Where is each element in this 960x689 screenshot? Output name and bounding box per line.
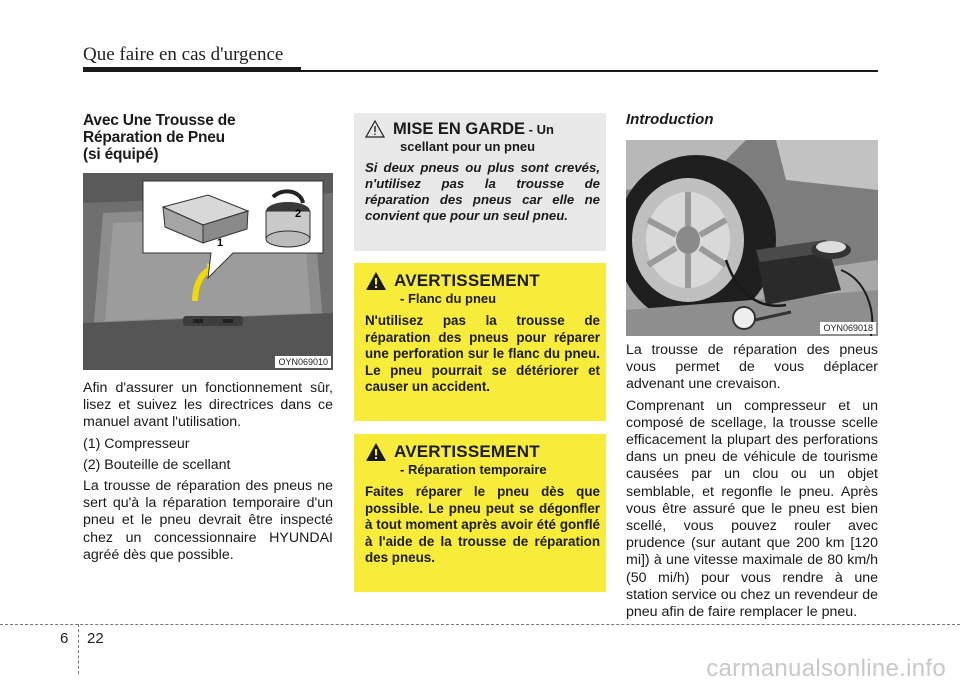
paragraph: La trousse de réparation des pneus ne sert qu'à la réparation temporaire d'un pneu et le pneu devrait être inspecté chez un concessionnaire HYUNDAI agréé dès que possible. xyxy=(83,478,333,563)
warning-title: AVERTISSEMENT xyxy=(394,271,540,290)
figure-caption: OYN069010 xyxy=(275,356,331,368)
warning-subtitle: - Flanc du pneu xyxy=(400,291,497,306)
paragraph: Afin d'assurer un fonctionnement sûr, lisez et suivez les directrices dans ce manuel avant l'utilisation. xyxy=(83,380,333,431)
section-title-line: (si équipé) xyxy=(83,146,159,163)
caution-triangle-icon xyxy=(365,120,385,138)
trunk-illustration xyxy=(83,173,333,370)
paragraph: Comprenant un compresseur et un composé de scellage, la trousse scelle efficacement la plupart des perforations dans un pneu de véhicule de tourisme causées par un clou ou un objet semblable, et regonfle le pneu. Après vous être assuré que le pneu est bien scellé, vous pouvez rouler avec prudence (sur autant que 200 km [120 mi]) à une vitesse maximale de 80 km/h (50 mi/h) pour vous rendre à une station service ou chez un revendeur de pneu afin de faire remplacer le pneu. xyxy=(626,397,878,621)
header-rule-thin xyxy=(83,70,878,72)
tire-illustration xyxy=(626,140,878,336)
warning-box-temporary xyxy=(354,434,606,592)
caution-subtitle-line2: scellant pour un pneu xyxy=(400,139,536,154)
page-number: 22 xyxy=(87,630,104,647)
paragraph: (1) Compresseur xyxy=(83,435,190,452)
warning-subtitle: - Réparation temporaire xyxy=(400,462,547,477)
warning-box-sidewall xyxy=(354,263,606,421)
section-heading xyxy=(83,112,333,163)
caution-subtitle: - Un xyxy=(525,122,554,137)
paragraph: La trousse de réparation des pneus vous permet de vous déplacer advenant une crevaison. xyxy=(626,342,878,393)
footer-rule xyxy=(0,624,960,625)
section-body xyxy=(83,380,333,568)
section-title-line: Réparation de Pneu xyxy=(83,129,225,146)
warning-body: N'utilisez pas la trousse de réparation des pneus pour réparer une perforation sur le flanc du pneu. Le pneu pourrait se détériorer et causer un accident. xyxy=(365,313,600,395)
paragraph: (2) Bouteille de scellant xyxy=(83,456,231,473)
warning-title: AVERTISSEMENT xyxy=(394,442,540,461)
introduction-title: Introduction xyxy=(626,111,714,128)
caution-box xyxy=(354,113,606,251)
warning-triangle-icon xyxy=(365,271,387,291)
warning-triangle-icon xyxy=(365,442,387,462)
figure-caption: OYN069018 xyxy=(820,322,876,334)
tire-compressor-figure xyxy=(626,140,878,336)
introduction-body xyxy=(626,342,878,625)
warning-body: Faites réparer le pneu dès que possible. Le pneu peut se dégonfler à tout moment après avoir été gonflé à l'aide de la trousse de réparation des pneus. xyxy=(365,484,600,566)
watermark: carmanualsonline.info xyxy=(706,655,946,682)
figure-label-2: 2 xyxy=(295,208,302,220)
footer-divider xyxy=(78,624,79,674)
chapter-number: 6 xyxy=(60,630,69,647)
caution-body: Si deux pneus ou plus sont crevés, n'utilisez pas la trousse de réparation des pneus car elle ne convient que pour un seul pneu. xyxy=(365,160,600,223)
page-header-title: Que faire en cas d'urgence xyxy=(83,44,284,65)
caution-title: MISE EN GARDE xyxy=(393,120,526,138)
section-title-line: Avec Une Trousse de xyxy=(83,112,236,129)
trunk-repair-kit-figure xyxy=(83,173,333,370)
figure-label-1: 1 xyxy=(217,237,224,249)
